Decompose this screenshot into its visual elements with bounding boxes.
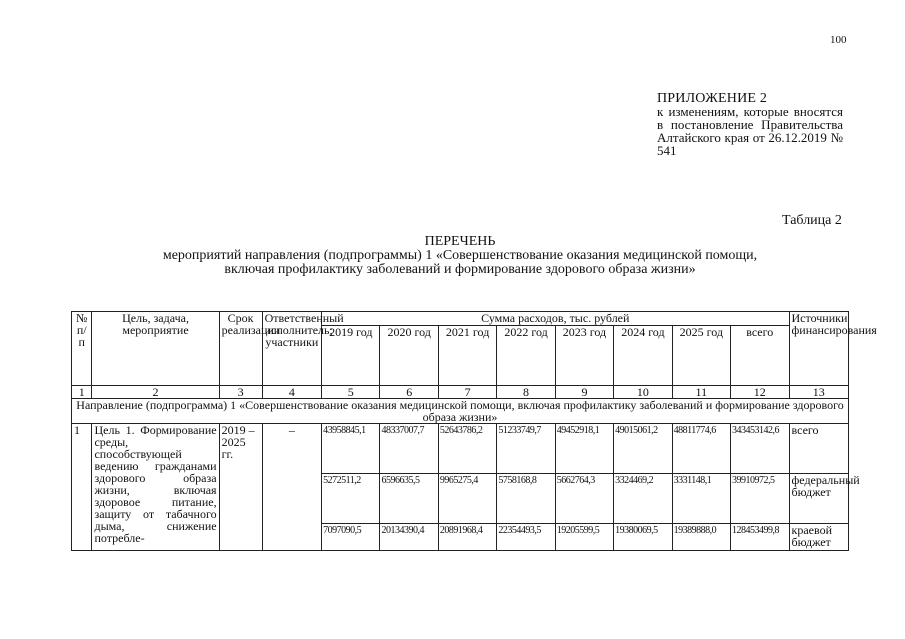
header-source: Источники финансирования: [789, 312, 849, 386]
header-responsible: Ответственный исполнитель; участники: [262, 312, 321, 386]
index-cell: 13: [789, 386, 849, 399]
source-cell: федеральный бюджет: [789, 474, 849, 524]
value-cell: 19205599,5: [555, 524, 613, 551]
value-cell: 22354493,5: [497, 524, 555, 551]
header-year-2025: 2025 год: [672, 326, 730, 386]
value-cell: 128453499,8: [731, 524, 789, 551]
value-cell: 20891968,4: [438, 524, 496, 551]
header-year-2024: 2024 год: [614, 326, 672, 386]
index-cell: 7: [438, 386, 496, 399]
index-cell: 12: [731, 386, 789, 399]
page-number: 100: [830, 34, 847, 46]
index-cell: 5: [322, 386, 380, 399]
header-term: Срок реализации: [219, 312, 262, 386]
value-cell: 43958845,1: [322, 424, 380, 474]
source-cell: всего: [789, 424, 849, 474]
index-cell: 9: [555, 386, 613, 399]
value-cell: 3331148,1: [672, 474, 730, 524]
value-cell: 48337007,7: [380, 424, 438, 474]
appendix-block: [657, 92, 843, 157]
appendix-title: ПРИЛОЖЕНИЕ 2: [657, 91, 768, 106]
row-goal: Цель 1. Формирование среды, способствующей ведению гражданами здорового образа жизни, включая здоровое питание, защиту от табачного дыма, снижение потребле-: [92, 424, 219, 551]
value-cell: 5272511,2: [322, 474, 380, 524]
direction-row: [72, 399, 849, 424]
value-cell: 19380069,5: [614, 524, 672, 551]
value-cell: 52643786,2: [438, 424, 496, 474]
value-cell: 19389888,0: [672, 524, 730, 551]
value-cell: 9965275,4: [438, 474, 496, 524]
table-row: [72, 424, 849, 474]
document-heading: [110, 235, 810, 277]
row-term: 2019 – 2025 гг.: [219, 424, 262, 551]
value-cell: 51233749,7: [497, 424, 555, 474]
header-num: № п/п: [72, 312, 92, 386]
value-cell: 5662764,3: [555, 474, 613, 524]
value-cell: 49015061,2: [614, 424, 672, 474]
table-label: Таблица 2: [782, 213, 842, 228]
index-cell: 8: [497, 386, 555, 399]
index-cell: 10: [614, 386, 672, 399]
value-cell: 20134390,4: [380, 524, 438, 551]
value-cell: 5758168,8: [497, 474, 555, 524]
header-year-2019: 2019 год: [322, 326, 380, 386]
index-cell: 4: [262, 386, 321, 399]
value-cell: 7097090,5: [322, 524, 380, 551]
heading-line-1: мероприятий направления (подпрограммы) 1 «Совершенствование оказания медицинской помощи,: [162, 248, 758, 263]
header-total: всего: [731, 326, 789, 386]
header-goal: Цель, задача, мероприятие: [92, 312, 219, 386]
value-cell: 6596635,5: [380, 474, 438, 524]
direction-title: Направление (подпрограмма) 1 «Совершенствование оказания медицинской помощи, включая профилактику заболеваний и формирование здорового образа жизни»: [72, 399, 849, 424]
header-year-2021: 2021 год: [438, 326, 496, 386]
index-cell: 11: [672, 386, 730, 399]
index-cell: 6: [380, 386, 438, 399]
header-year-2020: 2020 год: [380, 326, 438, 386]
measures-table: [71, 311, 877, 551]
index-cell: 2: [92, 386, 219, 399]
value-cell: 3324469,2: [614, 474, 672, 524]
index-cell: 1: [72, 386, 92, 399]
header-year-2023: 2023 год: [555, 326, 613, 386]
header-year-2022: 2022 год: [497, 326, 555, 386]
index-row: [72, 386, 849, 399]
value-cell: 39910972,5: [731, 474, 789, 524]
value-cell: 48811774,6: [672, 424, 730, 474]
source-cell: краевой бюджет: [789, 524, 849, 551]
value-cell: 343453142,6: [731, 424, 789, 474]
index-cell: 3: [219, 386, 262, 399]
heading-title: ПЕРЕЧЕНЬ: [424, 234, 496, 249]
row-responsible: –: [262, 424, 321, 551]
heading-line-2: включая профилактику заболеваний и формирование здорового образа жизни»: [224, 262, 696, 277]
header-sum: Сумма расходов, тыс. рублей: [322, 312, 789, 326]
appendix-text: к изменениям, которые вносятся в постановление Правительства Алтайского края от 26.12.2019 № 541: [657, 104, 843, 158]
value-cell: 49452918,1: [555, 424, 613, 474]
row-num: 1: [72, 424, 92, 551]
